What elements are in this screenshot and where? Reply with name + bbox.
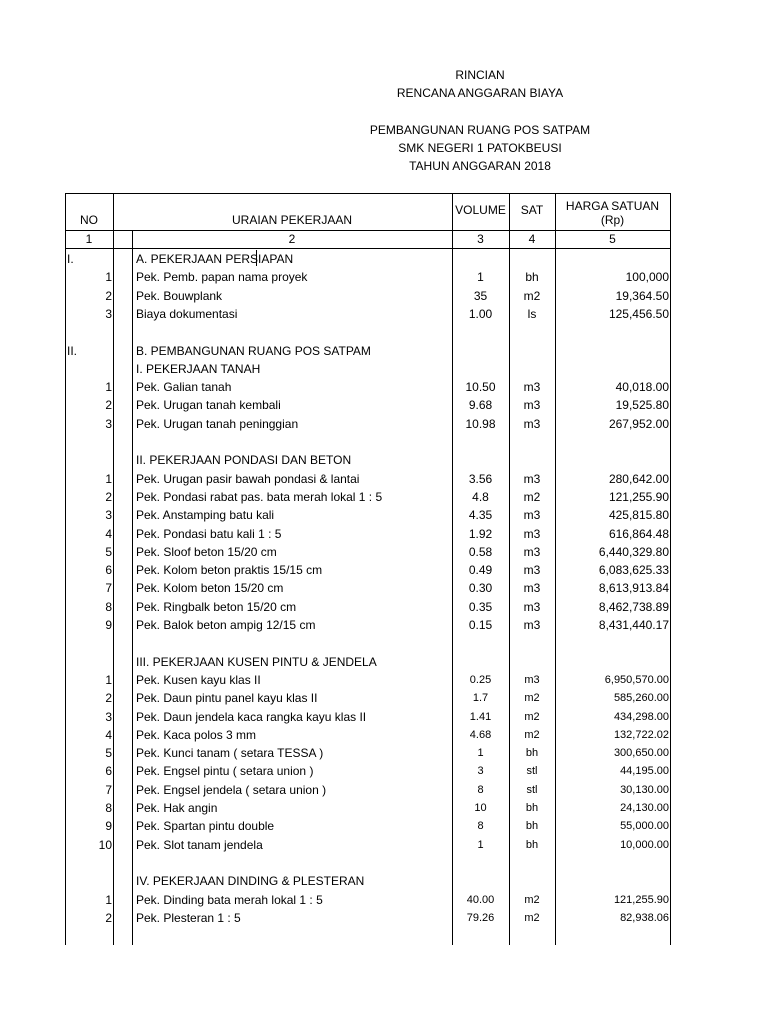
row-description: Pek. Pemb. papan nama proyek (136, 270, 308, 285)
row-no: 8 (105, 599, 112, 614)
doc-title-school: SMK NEGERI 1 PATOKBEUSI (398, 141, 562, 155)
row-price: 10,000.00 (620, 838, 669, 851)
row-volume: 10.50 (465, 380, 496, 395)
row-price: 24,130.00 (620, 802, 669, 814)
row-no: 3 (105, 416, 112, 431)
doc-title-project: PEMBANGUNAN RUANG POS SATPAM (369, 123, 591, 137)
row-price: 40,018.00 (615, 380, 669, 395)
row-unit: m2 (524, 893, 540, 906)
row-no: 9 (105, 618, 112, 632)
row-volume: 4.68 (469, 728, 492, 741)
row-no: 3 (105, 306, 112, 321)
row-price: 30,130.00 (620, 783, 669, 796)
row-description: Pek. Plesteran 1 : 5 (136, 910, 241, 925)
row-volume: 9.68 (468, 398, 493, 413)
row-no: 1 (105, 892, 112, 907)
row-no: 1 (105, 380, 112, 395)
row-volume: 1 (477, 270, 484, 285)
row-description: Pek. Urugan pasir bawah pondasi & lantai (136, 471, 360, 486)
doc-title-year: TAHUN ANGGARAN 2018 (409, 159, 551, 173)
col-header-uraian: URAIAN PEKERJAAN (231, 213, 353, 227)
row-unit: m3 (524, 673, 540, 686)
row-volume: 35 (473, 288, 488, 303)
row-price: 44,195.00 (620, 765, 669, 778)
row-description: Pek. Dinding bata merah lokal 1 : 5 (136, 892, 323, 907)
doc-title-rincian: RINCIAN (455, 68, 505, 82)
row-subsection-title: I. PEKERJAAN TANAH (136, 361, 261, 376)
row-description: Pek. Engsel pintu ( setara union ) (136, 764, 314, 779)
col-number-5: 5 (609, 232, 616, 246)
row-price: 19,525.80 (615, 398, 669, 413)
row-price: 300,650.00 (613, 747, 669, 760)
row-no: 3 (105, 709, 112, 724)
row-no: 10 (98, 837, 112, 852)
row-no: 6 (105, 764, 112, 779)
row-unit: m3 (523, 563, 541, 578)
row-description: Pek. Spartan pintu double (136, 819, 275, 834)
row-description: Pek. Urugan tanah peninggian (136, 416, 299, 431)
row-no: 4 (105, 727, 112, 742)
row-no: 1 (105, 270, 112, 285)
row-description: Pek. Daun pintu panel kayu klas II (136, 691, 318, 706)
col-border-right (670, 193, 671, 945)
row-unit: stl (526, 783, 538, 796)
row-no: 2 (105, 910, 112, 925)
row-unit: m2 (524, 911, 540, 924)
row-description: Pek. Engsel jendela ( setara union ) (136, 782, 327, 797)
row-volume: 8 (477, 820, 484, 833)
row-section-title: A. PEKERJAAN PERSIAPAN (136, 252, 294, 266)
row-price: 8,431,440.17 (598, 618, 669, 632)
row-volume: 8 (477, 783, 484, 796)
row-no: 2 (105, 691, 112, 706)
colnum-divider (65, 248, 671, 249)
row-unit: m3 (523, 618, 541, 632)
row-description: Biaya dokumentasi (136, 306, 238, 321)
row-price: 121,255.90 (608, 489, 669, 504)
row-no: 9 (105, 819, 112, 834)
row-volume: 1.7 (472, 692, 489, 705)
row-price: 585,260.00 (613, 692, 669, 705)
row-unit: bh (525, 270, 539, 285)
row-volume: 4.35 (468, 508, 493, 523)
row-description: Pek. Ringbalk beton 15/20 cm (136, 599, 297, 614)
row-no: 6 (105, 563, 112, 578)
row-description: Pek. Slot tanam jendela (136, 837, 263, 852)
row-subsection-title: III. PEKERJAAN KUSEN PINTU & JENDELA (136, 654, 377, 669)
row-unit: m2 (523, 489, 541, 504)
row-volume: 40.00 (466, 893, 495, 906)
row-unit: bh (525, 747, 539, 760)
row-price: 6,440,329.80 (598, 544, 669, 559)
row-price: 8,613,913.84 (598, 581, 669, 596)
row-price: 19,364.50 (615, 288, 669, 303)
row-unit: m2 (524, 728, 540, 741)
row-volume: 10.98 (465, 416, 496, 431)
row-volume: 1 (477, 838, 484, 851)
row-price: 121,255.90 (613, 893, 669, 906)
row-unit: m3 (523, 544, 541, 559)
row-unit: m3 (523, 471, 541, 486)
row-volume: 1 (477, 747, 484, 760)
row-volume: 0.49 (468, 563, 493, 578)
row-volume: 79.26 (466, 911, 495, 924)
row-unit: m3 (523, 508, 541, 523)
row-price: 267,952.00 (608, 416, 669, 431)
row-unit: m3 (523, 581, 541, 596)
row-volume: 1.41 (469, 710, 492, 723)
row-price: 8,462,738.89 (598, 599, 669, 614)
row-description: Pek. Pondasi batu kali 1 : 5 (136, 526, 282, 541)
row-no: 1 (105, 672, 112, 687)
row-unit: m3 (523, 398, 541, 413)
row-description: Pek. Kaca polos 3 mm (136, 727, 257, 742)
row-price: 6,083,625.33 (598, 563, 669, 578)
row-description: Pek. Kusen kayu klas II (136, 672, 261, 687)
row-price: 100,000 (625, 270, 669, 285)
row-no: 5 (105, 746, 112, 761)
row-description: Pek. Bouwplank (136, 288, 223, 303)
header-divider (65, 230, 671, 231)
col-header-no: NO (80, 213, 98, 227)
row-unit: m2 (523, 288, 541, 303)
row-section-title: B. PEMBANGUNAN RUANG POS SATPAM (136, 343, 371, 358)
col-border-no (113, 193, 114, 945)
col-border-sub (132, 230, 133, 945)
row-description: Pek. Daun jendela kaca rangka kayu klas II (136, 709, 367, 724)
row-description: Pek. Kolom beton 15/20 cm (136, 581, 284, 596)
col-header-harga: HARGA SATUAN (565, 199, 660, 213)
row-price: 132,722.02 (613, 728, 669, 741)
row-volume: 1.92 (468, 526, 493, 541)
row-unit: bh (525, 820, 539, 833)
row-description: Pek. Urugan tanah kembali (136, 398, 281, 413)
row-section-no: II. (67, 343, 78, 358)
row-section-no: I. (67, 252, 74, 266)
table-top-border (65, 193, 671, 194)
row-price: 616,864.48 (608, 526, 669, 541)
col-header-sat: SAT (520, 203, 544, 217)
row-description: Pek. Kolom beton praktis 15/15 cm (136, 563, 323, 578)
row-price: 425,815.80 (608, 508, 669, 523)
row-price: 434,298.00 (613, 710, 669, 723)
row-volume: 3.56 (468, 471, 493, 486)
row-unit: m3 (523, 526, 541, 541)
col-number-3: 3 (477, 232, 484, 246)
row-volume: 0.35 (468, 599, 493, 614)
row-volume: 3 (477, 765, 484, 778)
row-unit: m2 (524, 710, 540, 723)
row-volume: 0.58 (468, 544, 493, 559)
row-description: Pek. Balok beton ampig 12/15 cm (136, 618, 316, 632)
row-no: 8 (105, 801, 112, 815)
row-unit: ls (527, 306, 537, 321)
row-no: 2 (105, 489, 112, 504)
row-unit: m2 (524, 692, 540, 705)
doc-title-rab: RENCANA ANGGARAN BIAYA (396, 86, 564, 100)
row-volume: 0.30 (468, 581, 493, 596)
row-no: 5 (105, 544, 112, 559)
row-description: Pek. Hak angin (136, 801, 218, 815)
row-price: 82,938.06 (620, 911, 669, 924)
row-volume: 0.15 (468, 618, 493, 632)
row-no: 7 (105, 782, 112, 797)
row-description: Pek. Kunci tanam ( setara TESSA ) (136, 746, 324, 761)
row-no: 2 (105, 288, 112, 303)
col-header-volume: VOLUME (455, 203, 506, 217)
col-number-1: 1 (85, 232, 93, 246)
row-volume: 1.00 (468, 306, 493, 321)
row-description: Pek. Anstamping batu kali (136, 508, 275, 523)
row-description: Pek. Pondasi rabat pas. bata merah lokal 1 : 5 (136, 489, 383, 504)
row-no: 3 (105, 508, 112, 523)
row-price: 6,950,570.00 (604, 673, 669, 686)
col-number-2: 2 (288, 232, 296, 246)
col-header-harga-unit: (Rp) (600, 213, 625, 227)
row-description: Pek. Galian tanah (136, 380, 232, 395)
row-no: 1 (105, 471, 112, 486)
col-number-4: 4 (528, 232, 536, 246)
row-no: 4 (105, 526, 112, 541)
row-unit: stl (526, 765, 538, 778)
row-no: 7 (105, 581, 112, 596)
row-no: 2 (105, 398, 112, 413)
row-volume: 0.25 (469, 673, 492, 686)
row-unit: bh (525, 838, 539, 851)
row-price: 280,642.00 (608, 471, 669, 486)
row-subsection-title: IV. PEKERJAAN DINDING & PLESTERAN (136, 874, 365, 889)
row-unit: m3 (523, 380, 541, 395)
row-volume: 4.8 (472, 489, 489, 504)
row-unit: m3 (523, 416, 541, 431)
row-description: Pek. Sloof beton 15/20 cm (136, 544, 277, 559)
row-unit: m3 (523, 599, 541, 614)
row-price: 125,456.50 (608, 306, 669, 321)
row-subsection-title: II. PEKERJAAN PONDASI DAN BETON (136, 453, 352, 468)
row-volume: 10 (474, 802, 487, 814)
row-unit: bh (525, 802, 539, 814)
row-price: 55,000.00 (620, 820, 669, 833)
